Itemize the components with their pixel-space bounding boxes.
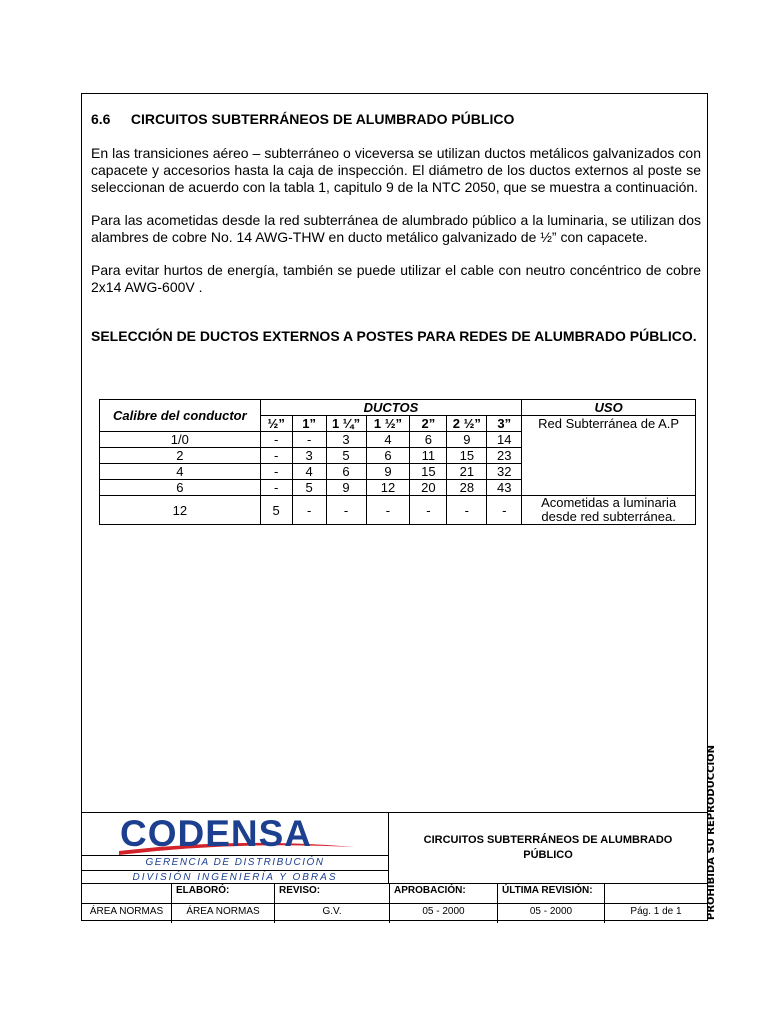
uso-header: USO [522, 400, 696, 416]
calibre-cell: 6 [100, 480, 261, 496]
size-header: ½” [260, 416, 292, 432]
duct-cell: 9 [326, 480, 366, 496]
reviso-label: REVISO: [274, 884, 388, 904]
duct-cell: 23 [487, 448, 522, 464]
page-number: Pág. 1 de 1 [604, 904, 707, 923]
duct-cell: - [292, 432, 326, 448]
duct-cell: 32 [487, 464, 522, 480]
ultima-revision-label: ÚLTIMA REVISIÓN: [497, 884, 605, 904]
reviso-value: G.V. [274, 904, 389, 923]
duct-cell: 6 [366, 448, 410, 464]
elaboro-label: ELABORÓ: [171, 884, 272, 904]
paragraph-2: Para las acometidas desde la red subterránea de alumbrado público a la luminaria, se utilizan dos alambres de cobre No. 14 AWG-THW en ducto metálico galvanizado de ½” con capacete. [91, 212, 701, 245]
codensa-logo: CODENSA [120, 813, 313, 854]
duct-cell: 4 [366, 432, 410, 448]
gerencia-label: GERENCIA DE DISTRIBUCIÓN [82, 855, 388, 870]
calibre-cell: 2 [100, 448, 261, 464]
duct-cell: 5 [326, 448, 366, 464]
duct-cell: 43 [487, 480, 522, 496]
duct-cell: - [260, 432, 292, 448]
duct-cell: 3 [326, 432, 366, 448]
duct-cell: 14 [487, 432, 522, 448]
document-footer [82, 812, 707, 922]
duct-cell: 5 [260, 496, 292, 525]
calibre-cell: 4 [100, 464, 261, 480]
duct-cell: 20 [410, 480, 447, 496]
elaboro-value: ÁREA NORMAS [171, 904, 274, 923]
footer-label-row [82, 883, 707, 904]
duct-cell: - [260, 448, 292, 464]
conductor-header: Calibre del conductor [100, 400, 261, 432]
division-label: DIVISIÓN INGENIERÍA Y OBRAS [82, 870, 388, 884]
footer-doc-title: CIRCUITOS SUBTERRÁNEOS DE ALUMBRADO PÚBLICO [423, 834, 673, 861]
duct-cell: - [366, 496, 410, 525]
duct-cell: - [447, 496, 487, 525]
duct-cell: 4 [292, 464, 326, 480]
size-header: 2” [410, 416, 447, 432]
duct-cell: 12 [366, 480, 410, 496]
duct-cell: 3 [292, 448, 326, 464]
document-content [91, 111, 701, 359]
uso-acometidas [522, 496, 696, 525]
uso-acometidas-line2: desde red subterránea. [541, 509, 676, 524]
size-header: 2 ½” [447, 416, 487, 432]
area-normas-value: ÁREA NORMAS [89, 906, 164, 917]
duct-cell: 28 [447, 480, 487, 496]
size-header: 1 ½” [366, 416, 410, 432]
side-watermark: PROHIBIDA SU REPRODUCCION [706, 744, 717, 920]
footer-value-row [82, 903, 707, 923]
paragraph-1: En las transiciones aéreo – subterráneo o viceversa se utilizan ductos metálicos galvanizados con capacete y accesorios hasta la caja de inspección. El diámetro de los ductos externos al poste se seleccionan de acuerdo con la tabla 1, capitulo 9 de la NTC 2050, que se muestra a continuación. [91, 145, 701, 195]
ultima-revision-value: 05 - 2000 [497, 904, 604, 923]
document-page [81, 93, 708, 921]
aprobacion-value: 05 - 2000 [389, 904, 497, 923]
ductos-header: DUCTOS [260, 400, 522, 416]
section-heading [91, 111, 701, 127]
duct-cell: - [410, 496, 447, 525]
duct-cell: 9 [447, 432, 487, 448]
table-row [100, 496, 696, 525]
duct-cell: - [326, 496, 366, 525]
ducts-table [99, 399, 696, 525]
uso-red-subterranea: Red Subterránea de A.P [522, 416, 696, 496]
duct-cell: 5 [292, 480, 326, 496]
calibre-cell: 1/0 [100, 432, 261, 448]
duct-cell: 6 [410, 432, 447, 448]
duct-cell: - [292, 496, 326, 525]
section-number: 6.6 [91, 111, 111, 127]
uso-acometidas-line1: Acometidas a luminaria [541, 495, 677, 510]
size-header: 3” [487, 416, 522, 432]
duct-cell: 6 [326, 464, 366, 480]
duct-cell: 9 [366, 464, 410, 480]
size-header: 1 ¼” [326, 416, 366, 432]
size-header: 1” [292, 416, 326, 432]
paragraph-3: Para evitar hurtos de energía, también se puede utilizar el cable con neutro concéntrico de cobre 2x14 AWG-600V . [91, 262, 701, 295]
duct-cell: 11 [410, 448, 447, 464]
calibre-cell: 12 [100, 496, 261, 525]
aprobacion-label: APROBACIÓN: [389, 884, 497, 904]
duct-cell: 15 [410, 464, 447, 480]
duct-cell: 21 [447, 464, 487, 480]
section-title: CIRCUITOS SUBTERRÁNEOS DE ALUMBRADO PÚBLICO [130, 111, 515, 127]
duct-cell: - [260, 480, 292, 496]
duct-cell: - [260, 464, 292, 480]
duct-cell: 15 [447, 448, 487, 464]
blank-cell [604, 884, 707, 904]
duct-cell: - [487, 496, 522, 525]
table-title: SELECCIÓN DE DUCTOS EXTERNOS A POSTES PARA REDES DE ALUMBRADO PÚBLICO. [91, 328, 697, 344]
